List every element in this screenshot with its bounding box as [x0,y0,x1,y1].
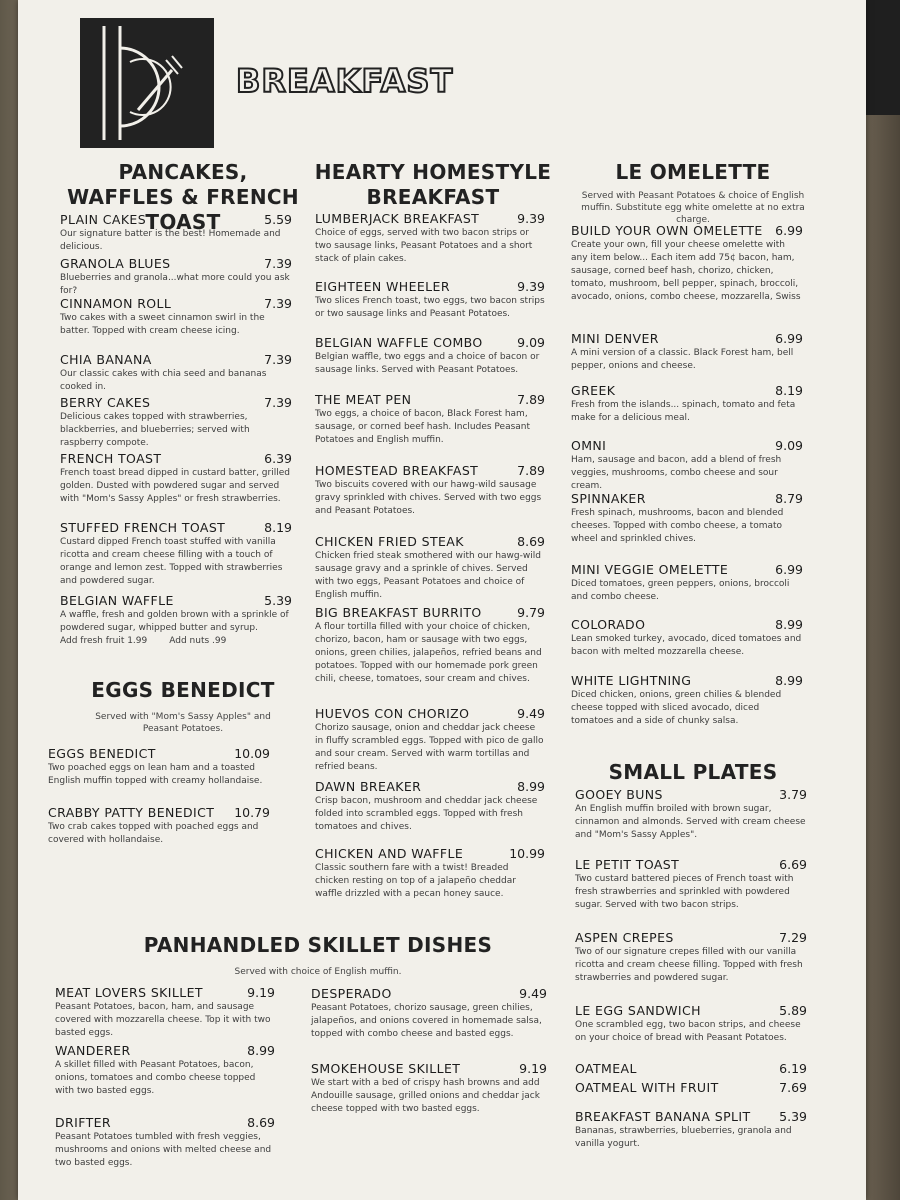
menu-item-price: 9.09 [775,438,803,453]
menu-item-description: Peasant Potatoes tumbled with fresh veggies, mushrooms and onions with melted cheese and two basted eggs. [55,1132,272,1168]
menu-item-price: 10.79 [234,805,270,820]
menu-item-header [571,331,803,346]
menu-item-header [571,617,803,632]
menu-item [315,605,545,686]
menu-item-header [315,279,545,294]
menu-item-description: Lean smoked turkey, avocado, diced tomatoes and bacon with melted mozzarella cheese. [571,634,802,657]
menu-item [575,857,807,912]
menu-item-header [575,857,807,872]
menu-item-description: We start with a bed of crispy hash browns and add Andouille sausage, grilled onions and cheddar jack cheese topped with two basted eggs. [311,1078,540,1114]
menu-item-description: A skillet filled with Peasant Potatoes, bacon, onions, tomatoes and combo cheese topped with two basted eggs. [55,1060,256,1096]
menu-item-description: Two cakes with a sweet cinnamon swirl in the batter. Topped with cream cheese icing. [60,313,265,336]
menu-item-name: STUFFED FRENCH TOAST [60,520,226,535]
menu-item [55,1043,275,1098]
menu-item-description: Two of our signature crepes filled with our vanilla ricotta and cream cheese filling. Topped with fresh strawberries and powdered sugar. [575,947,803,983]
menu-item-price: 8.99 [247,1043,275,1058]
menu-item [60,256,292,298]
menu-item-header [575,1109,807,1124]
menu-item-price: 8.99 [517,779,545,794]
menu-item-header [60,296,292,311]
menu-item-name: PLAIN CAKES [60,212,147,227]
menu-item-price: 7.89 [517,392,545,407]
section-title-small-plates: SMALL PLATES [608,760,778,784]
menu-item-header [315,534,545,549]
menu-item-description: Our signature batter is the best! Homemade and delicious. [60,229,281,252]
menu-item-name: EGGS BENEDICT [48,746,156,761]
menu-item-header [60,256,292,271]
menu-item-description: An English muffin broiled with brown sugar, cinnamon and almonds. Served with cream cheese and "Mom's Sassy Apples". [575,804,806,840]
menu-page [18,0,866,1200]
menu-item-description: Fresh spinach, mushrooms, bacon and blended cheeses. Topped with combo cheese, a tomato wheel and sprinkled chives. [571,508,784,544]
section-title-skillet: PANHANDLED SKILLET DISHES [143,933,493,957]
menu-item [60,352,292,394]
menu-item-name: COLORADO [571,617,646,632]
menu-item-description: Create your own, fill your cheese omelette with any item below... Each item add 75¢ bacon, ham, sausage, corned beef hash, chorizo, chicken, tomato, mushroom, bell pepper, spinach, broccoli, avocado, onions, combo cheese, mozzarella, Swiss [571,240,801,302]
menu-item-header [571,383,803,398]
menu-item-price: 6.69 [779,857,807,872]
menu-item-header [60,451,292,466]
menu-item [315,534,545,602]
menu-item-name: CINNAMON ROLL [60,296,172,311]
menu-item-price: 9.09 [517,335,545,350]
menu-item-description: Ham, sausage and bacon, add a blend of fresh veggies, mushrooms, combo cheese and sour cream. [571,455,782,491]
menu-item [575,930,807,985]
menu-item [55,1115,275,1170]
menu-item-name: FRENCH TOAST [60,451,162,466]
menu-item-price: 10.09 [234,746,270,761]
menu-item [315,779,545,834]
menu-item-header [315,846,545,861]
menu-item-header [48,805,270,820]
menu-item-description: Two custard battered pieces of French toast with fresh strawberries and sprinkled with powdered sugar. Served with two bacon strips. [575,874,794,910]
menu-item-name: MINI DENVER [571,331,659,346]
menu-item-name: GOOEY BUNS [575,787,663,802]
menu-item-name: GREEK [571,383,616,398]
menu-item-header [571,673,803,688]
section-note-omelette: Served with Peasant Potatoes & choice of English muffin. Substitute egg white omelette at no extra charge. [581,191,805,225]
menu-item-name: HUEVOS CON CHORIZO [315,706,470,721]
menu-item-price: 9.39 [517,211,545,226]
menu-item-description: A flour tortilla filled with your choice of chicken, chorizo, bacon, ham or sausage with two eggs, onions, green chilies, jalapeños, refried beans and potatoes. Topped with our homemade pork green chili, cheese, tomatoes, sour cream and chives. [315,622,542,684]
menu-item-description: Peasant Potatoes, chorizo sausage, green chilies, jalapeños, and onions covered in homemade salsa, topped with combo cheese and basted eggs. [311,1003,542,1039]
menu-item-header [60,212,292,227]
menu-item [571,617,803,659]
menu-item [575,1061,807,1076]
section-title-omelette: LE OMELETTE [615,160,771,184]
menu-item-name: DAWN BREAKER [315,779,422,794]
menu-item-header [315,605,545,620]
menu-item-name: BUILD YOUR OWN OMELETTE [571,223,763,238]
page-title: BREAKFAST [236,62,454,100]
menu-item-name: WHITE LIGHTNING [571,673,692,688]
menu-item-name: SMOKEHOUSE SKILLET [311,1061,461,1076]
menu-item-name: BIG BREAKFAST BURRITO [315,605,482,620]
menu-item [315,706,545,774]
menu-item-description: French toast bread dipped in custard batter, grilled golden. Dusted with powdered sugar and served with "Mom's Sassy Apples" or fresh strawberries. [60,468,290,504]
menu-item-price: 9.79 [517,605,545,620]
menu-item-name: CHICKEN AND WAFFLE [315,846,464,861]
menu-item [315,392,545,447]
section-note-benedict: Served with "Mom's Sassy Apples" and Peasant Potatoes. [95,712,271,734]
menu-item-price: 7.39 [264,256,292,271]
menu-item [60,212,292,254]
section-title-hearty: HEARTY HOMESTYLE BREAKFAST [314,160,552,209]
menu-item-header [575,787,807,802]
menu-item-description: Delicious cakes topped with strawberries, blackberries, and blueberries; served with raspberry compote. [60,412,250,448]
menu-item [315,279,545,321]
menu-item-name: THE MEAT PEN [315,392,412,407]
menu-item-description: Diced chicken, onions, green chilies & blended cheese topped with sliced avocado, diced tomatoes and a side of chunky salsa. [571,690,782,726]
menu-item [575,787,807,842]
menu-item [60,593,292,648]
menu-item-header [60,352,292,367]
menu-item-header [55,1043,275,1058]
menu-item-name: DESPERADO [311,986,392,1001]
menu-item-header [575,930,807,945]
menu-item-name: SPINNAKER [571,491,646,506]
menu-item-name: WANDERER [55,1043,131,1058]
menu-item [55,985,275,1040]
menu-item [571,562,803,604]
menu-item-header [60,520,292,535]
menu-item-description: Custard dipped French toast stuffed with vanilla ricotta and cream cheese filling with a touch of orange and lemon zest. Topped with strawberries and powdered sugar. [60,537,283,586]
menu-item-header [571,491,803,506]
menu-item-name: BERRY CAKES [60,395,151,410]
menu-item-price: 7.29 [779,930,807,945]
menu-item-price: 6.99 [775,562,803,577]
menu-item-price: 6.99 [775,331,803,346]
section-title-benedict: EGGS BENEDICT [91,678,275,702]
menu-item-name: CHICKEN FRIED STEAK [315,534,464,549]
menu-item-header [571,223,803,238]
menu-item-price: 5.59 [264,212,292,227]
menu-item-price: 8.19 [775,383,803,398]
menu-item-price: 7.39 [264,395,292,410]
menu-item-header [315,779,545,794]
menu-item [571,331,803,373]
menu-item-header [60,593,292,608]
section-note-skillet: Served with choice of English muffin. [234,967,402,977]
menu-item-description: Belgian waffle, two eggs and a choice of bacon or sausage links. Served with Peasant Potatoes. [315,352,540,375]
menu-item-description: Chorizo sausage, onion and cheddar jack cheese in fluffy scrambled eggs. Topped with pico de gallo and sour cream. Served with warm tortillas and refried beans. [315,723,544,772]
menu-item-price: 8.79 [775,491,803,506]
menu-item-header [315,335,545,350]
menu-item-description: Two biscuits covered with our hawg-wild sausage gravy sprinkled with chives. Served with two eggs and Peasant Potatoes. [315,480,542,516]
menu-item-description: Blueberries and granola...what more could you ask for? [60,273,290,296]
menu-item [571,223,803,304]
menu-item-header [571,562,803,577]
menu-item-header [575,1061,807,1076]
menu-item [60,296,292,338]
menu-item-price: 8.69 [247,1115,275,1130]
menu-item-description: Crisp bacon, mushroom and cheddar jack cheese folded into scrambled eggs. Topped with fresh tomatoes and chives. [315,796,538,832]
menu-item [315,463,545,518]
menu-item-description: Two eggs, a choice of bacon, Black Forest ham, sausage, or corned beef hash. Includes Peasant Potatoes and English muffin. [315,409,531,445]
menu-item-description: A waffle, fresh and golden brown with a sprinkle of powdered sugar, whipped butter and syrup. [60,610,289,633]
menu-item-price: 8.99 [775,673,803,688]
menu-item-name: ASPEN CREPES [575,930,674,945]
menu-item-name: CHIA BANANA [60,352,152,367]
menu-item-price: 8.99 [775,617,803,632]
menu-item [60,451,292,506]
menu-item-name: EIGHTEEN WHEELER [315,279,450,294]
menu-item-description: Classic southern fare with a twist! Breaded chicken resting on top of a jalapeño cheddar waffle drizzled with a pecan honey sauce. [315,863,516,899]
menu-item [311,986,547,1041]
menu-item-description: Choice of eggs, served with two bacon strips or two sausage links, Peasant Potatoes and a short stack of plain cakes. [315,228,533,264]
plate-fork-logo [80,18,214,148]
menu-item-name: BELGIAN WAFFLE COMBO [315,335,483,350]
section-title-pancakes: PANCAKES, WAFFLES & FRENCH TOAST [67,160,299,234]
menu-item [571,383,803,425]
menu-item [571,438,803,493]
menu-item [575,1003,807,1045]
menu-item-header [575,1003,807,1018]
menu-item-price: 3.79 [779,787,807,802]
menu-item-header [311,986,547,1001]
menu-item-header [60,395,292,410]
menu-item-price: 7.39 [264,296,292,311]
menu-item-addon: Add fresh fruit 1.99 [60,636,148,646]
menu-item-price: 8.69 [517,534,545,549]
menu-item-header [55,985,275,1000]
menu-item-name: OMNI [571,438,607,453]
menu-item-price: 7.39 [264,352,292,367]
menu-item-name: CRABBY PATTY BENEDICT [48,805,215,820]
menu-item-header [575,1080,807,1095]
menu-item-description: Our classic cakes with chia seed and bananas cooked in. [60,369,267,392]
menu-item-price: 8.19 [264,520,292,535]
menu-item-price: 9.19 [519,1061,547,1076]
menu-item-name: BREAKFAST BANANA SPLIT [575,1109,751,1124]
menu-item-name: LUMBERJACK BREAKFAST [315,211,480,226]
menu-item-price: 5.89 [779,1003,807,1018]
menu-item-name: MEAT LOVERS SKILLET [55,985,203,1000]
menu-item [571,673,803,728]
menu-item [48,746,270,788]
menu-item-price: 5.39 [779,1109,807,1124]
menu-item-price: 6.99 [775,223,803,238]
menu-item-header [315,392,545,407]
menu-item [60,395,292,450]
menu-item-header [315,706,545,721]
menu-item-header [315,463,545,478]
menu-item-header [48,746,270,761]
menu-item-addon: Add nuts .99 [169,636,227,646]
menu-item-description: A mini version of a classic. Black Forest ham, bell pepper, onions and cheese. [571,348,794,371]
menu-item [315,211,545,266]
menu-item-price: 10.99 [509,846,545,861]
menu-item-extras [60,635,292,648]
menu-item [60,520,292,588]
menu-item-description: Chicken fried steak smothered with our hawg-wild sausage gravy and a sprinkle of chives. Served with two eggs, Peasant Potatoes and choice of English muffin. [315,551,541,600]
menu-item-header [315,211,545,226]
menu-item [48,805,270,847]
menu-item-price: 6.19 [779,1061,807,1076]
menu-item-price: 9.19 [247,985,275,1000]
menu-item-description: One scrambled egg, two bacon strips, and cheese on your choice of bread with Peasant Potatoes. [575,1020,801,1043]
menu-item-description: Peasant Potatoes, bacon, ham, and sausage covered with mozzarella cheese. Top it with two basted eggs. [55,1002,271,1038]
menu-item-name: DRIFTER [55,1115,111,1130]
menu-item-name: OATMEAL [575,1061,637,1076]
menu-item-header [311,1061,547,1076]
menu-item-name: BELGIAN WAFFLE [60,593,174,608]
menu-item-name: GRANOLA BLUES [60,256,171,271]
menu-item [315,335,545,377]
menu-item-name: HOMESTEAD BREAKFAST [315,463,479,478]
menu-item-description: Two slices French toast, two eggs, two bacon strips or two sausage links and Peasant Potatoes. [315,296,545,319]
menu-item-description: Two crab cakes topped with poached eggs and covered with hollandaise. [48,822,259,845]
menu-item-price: 7.89 [517,463,545,478]
menu-item [571,491,803,546]
menu-item-name: MINI VEGGIE OMELETTE [571,562,729,577]
menu-item-description: Fresh from the islands... spinach, tomato and feta make for a delicious meal. [571,400,796,423]
menu-item-price: 5.39 [264,593,292,608]
menu-item-description: Bananas, strawberries, blueberries, granola and vanilla yogurt. [575,1126,792,1149]
menu-item [575,1109,807,1151]
menu-item-name: LE PETIT TOAST [575,857,680,872]
menu-item-description: Diced tomatoes, green peppers, onions, broccoli and combo cheese. [571,579,790,602]
menu-item-header [55,1115,275,1130]
menu-item [575,1080,807,1095]
menu-item [315,846,545,901]
menu-item-price: 9.49 [519,986,547,1001]
menu-item-price: 9.39 [517,279,545,294]
menu-item-price: 9.49 [517,706,545,721]
menu-item-price: 6.39 [264,451,292,466]
menu-item-name: OATMEAL WITH FRUIT [575,1080,719,1095]
menu-item-description: Two poached eggs on lean ham and a toasted English muffin topped with creamy hollandaise. [48,763,263,786]
menu-item [311,1061,547,1116]
menu-item-price: 7.69 [779,1080,807,1095]
menu-item-name: LE EGG SANDWICH [575,1003,701,1018]
menu-item-header [571,438,803,453]
